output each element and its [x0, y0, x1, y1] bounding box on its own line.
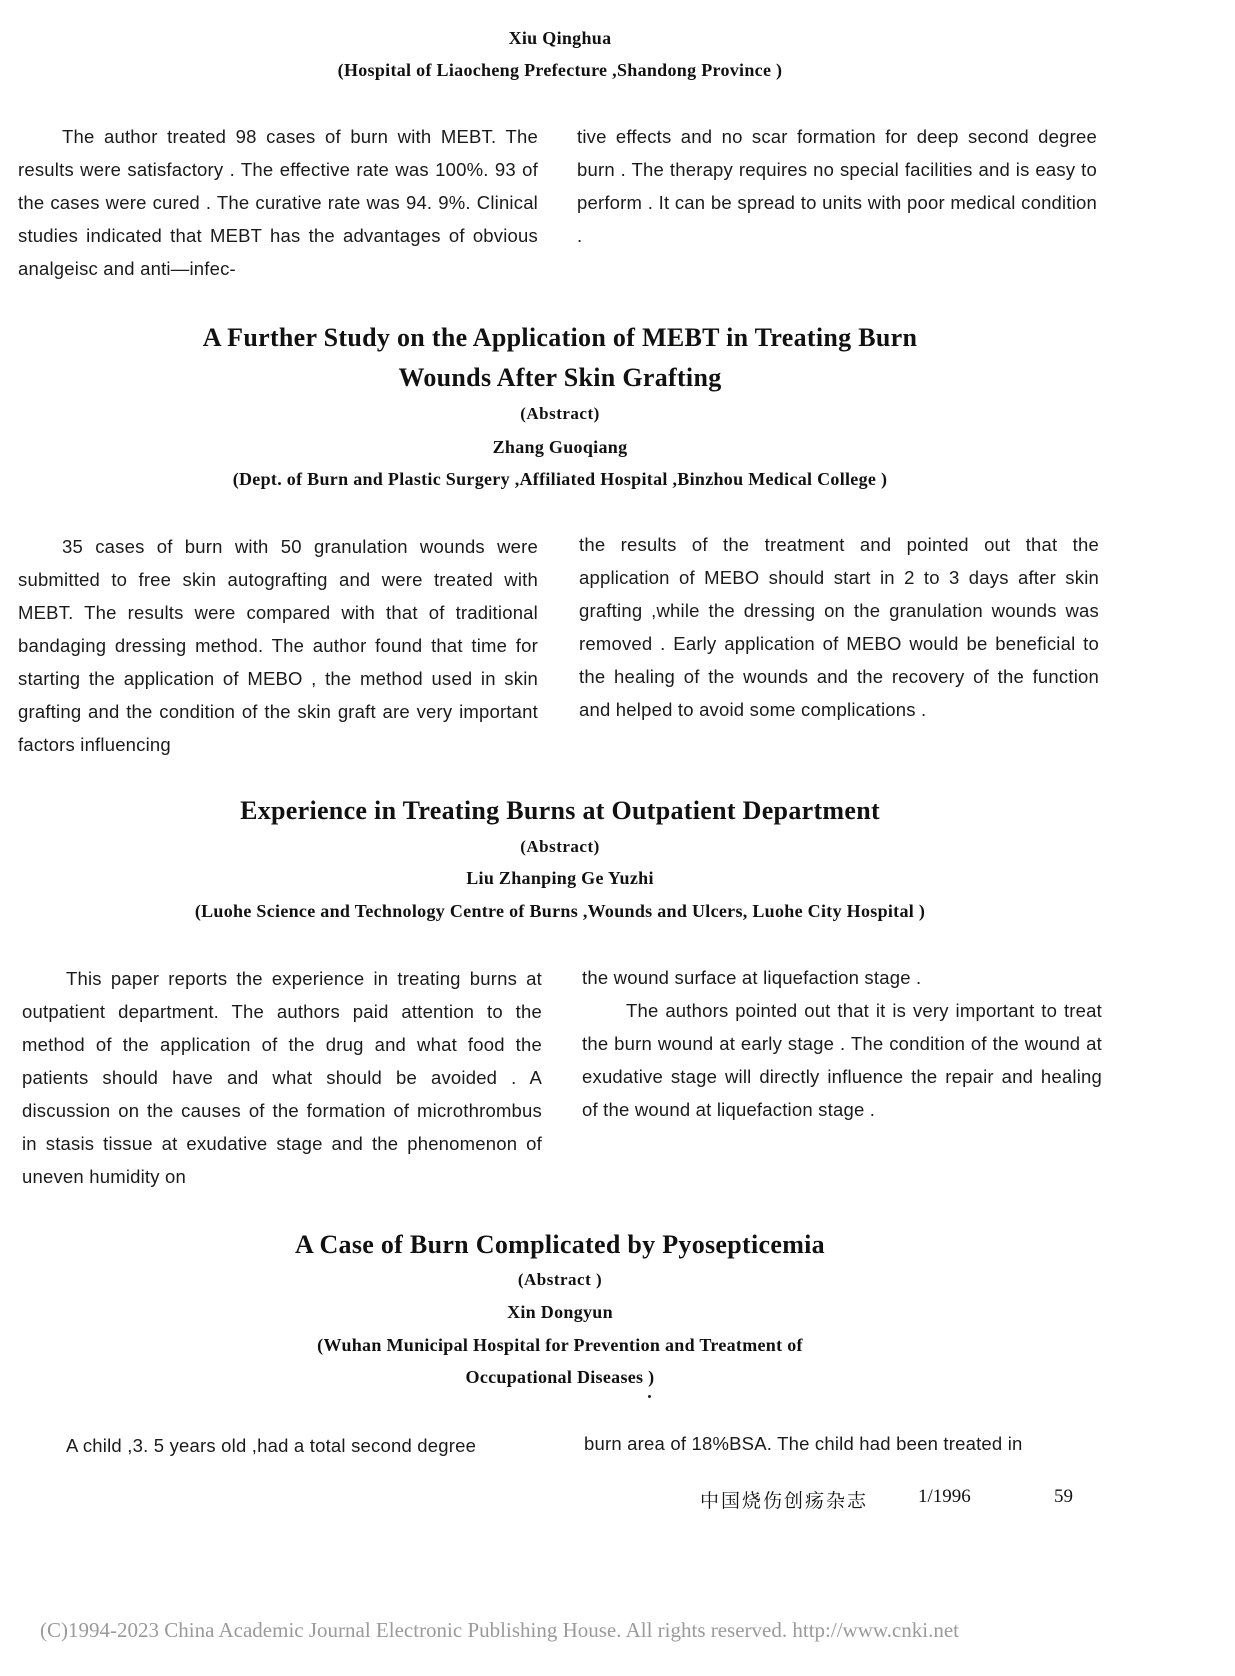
article3-author: Xin Dongyun: [507, 1302, 613, 1322]
article1-title-line2: Wounds After Skin Grafting: [398, 363, 722, 392]
article3-affiliation-line1: (Wuhan Municipal Hospital for Prevention and Treatment of: [317, 1335, 803, 1355]
article1-right-text: the results of the treatment and pointed out that the application of MEBO should start in 2 to 3 days after skin grafting ,while the dressing on the granulation wounds was removed . Early application of MEBO would be beneficial to the healing of the wounds and the recovery of the function and helped to avoid some complications .: [579, 534, 1099, 720]
stray-dot: [648, 1395, 651, 1398]
footer-page-number: 59: [1054, 1486, 1073, 1507]
article2-title: Experience in Treating Burns at Outpatient Department: [240, 796, 880, 825]
article2-author: Liu Zhanping Ge Yuzhi: [466, 868, 654, 888]
article2-left-column: [22, 962, 542, 1193]
article1-abstract-label: (Abstract): [520, 404, 600, 423]
article3-right-column: [584, 1427, 1104, 1460]
article1-right-column: [579, 528, 1099, 726]
article3-affiliation-line2: Occupational Diseases ): [465, 1367, 655, 1387]
top-right-text: tive effects and no scar formation for deep second degree burn . The therapy requires no special facilities and is easy to perform . It can be spread to units with poor medical condition .: [577, 126, 1097, 246]
article2-right-column: [582, 961, 1102, 1126]
top-affiliation: (Hospital of Liaocheng Prefecture ,Shandong Province ): [337, 60, 783, 80]
footer-issue: 1/1996: [918, 1486, 971, 1507]
article3-right-text: burn area of 18%BSA. The child had been treated in: [584, 1433, 1023, 1454]
top-right-column: [577, 120, 1097, 252]
article3-left-text: A child ,3. 5 years old ,had a total second degree: [66, 1435, 477, 1456]
article2-left-text: This paper reports the experience in treating burns at outpatient department. The authors paid attention to the method of the application of the drug and what food the patients should have and what should be avoided . A discussion on the causes of the formation of microthrombus in stasis tissue at exudative stage and the phenomenon of uneven humidity on: [22, 968, 542, 1187]
article2-right-text-1: the wound surface at liquefaction stage .: [582, 967, 922, 988]
article2-affiliation: (Luohe Science and Technology Centre of Burns ,Wounds and Ulcers, Luohe City Hospital ): [194, 901, 926, 921]
top-author: Xiu Qinghua: [508, 28, 612, 48]
copyright-notice: (C)1994-2023 China Academic Journal Electronic Publishing House. All rights reserved. http://www.cnki.net: [40, 1618, 959, 1642]
footer-journal-name: 中国烧伤创疡杂志: [700, 1490, 869, 1512]
top-left-text: The author treated 98 cases of burn with MEBT. The results were satisfactory . The effective rate was 100%. 93 of the cases were cured . The curative rate was 94. 9%. Clinical studies indicated that MEBT has the advantages of obvious analgeisc and anti—infec-: [18, 126, 538, 279]
article1-title-line1: A Further Study on the Application of MEBT in Treating Burn: [202, 323, 918, 352]
article3-left-column: [22, 1429, 542, 1462]
article3-abstract-label: (Abstract ): [517, 1270, 603, 1289]
article1-author: Zhang Guoqiang: [492, 437, 628, 457]
article1-left-column: [18, 530, 538, 761]
article2-right-text-2: The authors pointed out that it is very important to treat the burn wound at early stage . The condition of the wound at exudative stage will directly influence the repair and healing of the wound at liquefaction stage .: [582, 1000, 1102, 1120]
article1-left-text: 35 cases of burn with 50 granulation wounds were submitted to free skin autografting and were treated with MEBT. The results were compared with that of traditional bandaging dressing method. The author found that time for starting the application of MEBO , the method used in skin grafting and the condition of the skin graft are very important factors influencing: [18, 536, 538, 755]
article3-title: A Case of Burn Complicated by Pyosepticemia: [295, 1230, 825, 1259]
top-left-column: [18, 120, 538, 285]
article2-abstract-label: (Abstract): [520, 837, 600, 856]
article1-affiliation: (Dept. of Burn and Plastic Surgery ,Affiliated Hospital ,Binzhou Medical College ): [232, 469, 888, 489]
